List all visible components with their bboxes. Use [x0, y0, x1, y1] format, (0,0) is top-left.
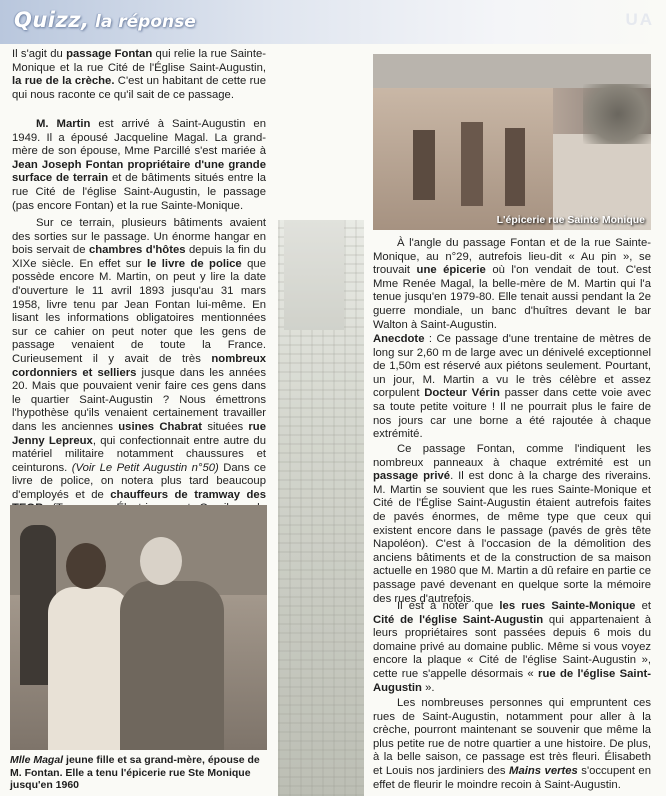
- grocery-photo: [373, 54, 651, 230]
- emphasis: rue de l'église Saint-Augustin: [373, 667, 651, 694]
- magal-photo: [10, 505, 267, 750]
- emphasis: passage privé: [373, 470, 451, 483]
- passage-wall: [284, 220, 344, 330]
- reference: (Voir Le Petit Augustin n°50): [71, 461, 219, 474]
- text: ».: [421, 681, 435, 694]
- text: depuis la fin du XIXe siècle. En effet sur: [12, 244, 266, 270]
- emphasis: la rue de la crèche.: [12, 75, 115, 88]
- page-title: [14, 8, 196, 32]
- photo-figure-girl: [48, 587, 130, 750]
- text: situées: [202, 420, 249, 433]
- header-watermark: UA: [625, 10, 654, 29]
- emphasis: Mains vertes: [509, 764, 578, 777]
- photo-figure-girl-head: [66, 543, 106, 589]
- photo-door: [505, 128, 525, 206]
- photo-tree: [583, 84, 651, 144]
- caption-name: Mlle Magal: [10, 754, 64, 766]
- terrain-paragraph: [12, 217, 266, 543]
- text: Ce passage Fontan, comme l'indiquent les nombreux panneaux à chaque extrémité est un: [373, 443, 651, 469]
- text: : Ce passage d'une trentaine de mètres de long sur 2,60 m de large avec un dénivelé exceptionnel de 1,50m est réservé aux piétons seulement. Pourtant, un jour, M. Martin a vu le très célèbre et assez corpulent: [373, 333, 651, 400]
- emphasis: M. Martin: [36, 118, 91, 130]
- text: où l'on vendait de tout. C'est Mme Renée Magal, la belle-mère de M. Martin qui l'a tenue jusqu'en 1979-80. Elle tenait aussi pendant la 2e guerre mondiale, un banc d'huîtres devant le bar Walton à Saint-Augustin.: [373, 264, 651, 331]
- photo-figure-grandmother-head: [140, 537, 182, 585]
- streets-paragraph: [373, 600, 651, 695]
- emphasis: Cité de l'église Saint-Augustin: [373, 613, 544, 626]
- emphasis: le livre de police: [146, 257, 242, 270]
- emphasis: une épicerie: [416, 264, 486, 277]
- photo-door: [461, 122, 483, 206]
- private-passage-paragraph: [373, 443, 651, 606]
- emphasis: nombreux cordonniers et selliers: [12, 352, 266, 379]
- title-main: Quizz,: [14, 8, 90, 32]
- text: jusque dans les années 20. Mais que pouvaient venir faire ces gens dans le quartier Saint-Augustin ? Nous émettrons l'hypothèse qu'ils venaient certainement travailler dans les anciennes: [12, 366, 266, 433]
- text: que possède encore M. Martin, on peut y lire la date d'ouverture le 11 avril 1893 jusqu'au 31 mars 1958, livre tenu par Jean Fontan lui-même. En lisant les informations obligatoires mentionnées sur ce cahier on peut noter que les gens de passage venaient de toute la France. Curieusement il y avait de très: [12, 257, 266, 365]
- text: . Il est donc à la charge des riverains. M. Martin se souvient que les rues Sainte-Monique et Cité de l'Église Saint-Augustin étaient autrefois faites de pavés énormes, de même type que ceux qui existent encore dans le passage (pavés de grès tête Napoléon). C'est à l'occasion de la démolition des anciens bâtiments et de la construction de sa maison actuelle en 1980 que M. Martin a dû refaire en partie ce passage pavé devenant en quelque sorte la mémoire des rues d'autrefois.: [373, 470, 652, 605]
- closing-paragraph: [373, 697, 651, 792]
- text: À l'angle du passage Fontan et de la rue Sainte-Monique, au n°29, autrefois lieu-dit « Au pin », se trouvait: [373, 237, 651, 277]
- emphasis: usines Chabrat: [118, 420, 203, 433]
- martin-paragraph: [12, 118, 266, 213]
- title-sub: la réponse: [95, 12, 196, 32]
- text: qui relie la rue Sainte-Monique et la rue Cité de l'Église Saint-Augustin,: [12, 48, 267, 74]
- photo-figure-grandmother: [120, 581, 224, 750]
- emphasis: Jean Joseph Fontan propriétaire d'une grande surface de terrain: [12, 158, 266, 185]
- photo-door: [413, 130, 435, 200]
- text: qui appartenaient à leurs propriétaires sont passées depuis 6 mois du domaine privé au domaine public. Même si vous voyez encore la plaque « Cité de l'église Saint-Augustin », cette rue s'appelle désormais «: [373, 613, 651, 680]
- cobblestone-passage-image: [278, 220, 364, 796]
- grocery-photo-caption: L'épicerie rue Sainte Monique: [496, 214, 645, 226]
- text: Les nombreuses personnes qui empruntent ces rues de Saint-Augustin, notamment pour aller à la crèche, pourront maintenant se souvenir que même la plus petite rue de notre quartier a une histoire. De plus, à la belle saison, ce passage est très fleuri. Élisabeth et Louis nos jardiniers des: [373, 697, 651, 777]
- text: et: [635, 600, 652, 612]
- emphasis: Anecdote: [373, 333, 425, 345]
- emphasis: Docteur Vérin: [424, 387, 500, 400]
- emphasis: chauffeurs de tramway des: [110, 488, 266, 501]
- emphasis: passage Fontan: [66, 48, 153, 60]
- photo-sky: [373, 54, 651, 88]
- emphasis: chambres d'hôtes: [88, 244, 186, 257]
- emphasis: les rues Sainte-Monique: [499, 600, 636, 612]
- text: Dans ce livre de police, on notera plus tard beaucoup d'employés et de: [12, 461, 266, 501]
- text: Il est à noter que: [397, 600, 500, 612]
- text: Il s'agit du: [12, 48, 67, 60]
- grocery-paragraph: [373, 237, 651, 332]
- text: s'occupent en effet de fleurir le moindre recoin à Saint-Augustin.: [373, 764, 651, 791]
- text: Sur ce terrain, plusieurs bâtiments avaient des sorties sur le passage. Un énorme hangar en bois servait de: [12, 217, 266, 257]
- emphasis: rue Jenny Lepreux: [12, 420, 266, 447]
- header-banner: [0, 0, 666, 44]
- caption-text: jeune fille et sa grand-mère, épouse de M. Fontan. Elle a tenu l'épicerie rue Ste Monique jusqu'en 1960: [10, 754, 260, 792]
- text: , qui confectionnait entre autre du matériel militaire notamment chaussures et ceinturons.: [12, 434, 266, 474]
- intro-paragraph: [12, 48, 266, 102]
- anecdote-paragraph: [373, 333, 651, 442]
- text: et de bâtiments situés entre la rue Cité de l'église Saint-Augustin, le passage (pas encore Fontan) et la rue Sainte-Monique.: [12, 172, 267, 212]
- text: est arrivé à Saint-Augustin en 1949. Il a épousé Jacqueline Magal. La grand-mère de son épouse, Mme Parcillé s'est mariée à: [12, 118, 266, 158]
- text: passer dans cette voie avec sa toute petite voiture ! Il ne pourrait plus le faire de nos jours car une borne a été rajoutée à chaque extrémité.: [373, 387, 651, 441]
- magal-photo-caption: [10, 754, 272, 792]
- text: C'est un habitant de cette rue qui nous raconte ce qu'il sait de ce passage.: [12, 75, 266, 101]
